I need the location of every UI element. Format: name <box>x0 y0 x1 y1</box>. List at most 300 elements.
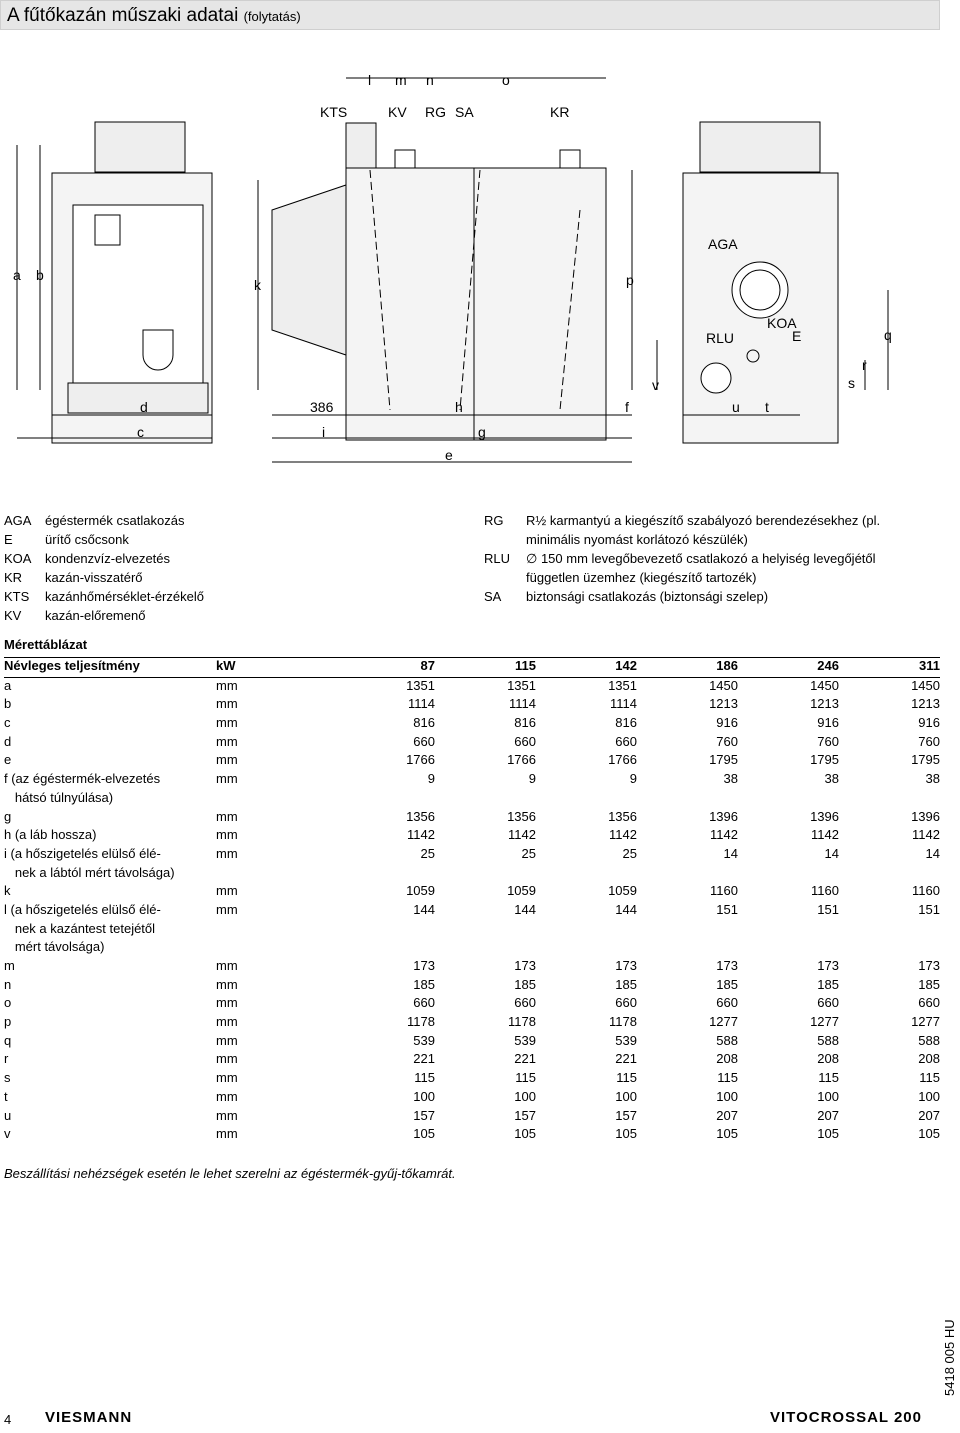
row-unit: mm <box>216 1088 238 1104</box>
cell-value: 1178 <box>609 1014 637 1030</box>
cell-value: 760 <box>716 733 738 749</box>
cell-value: 660 <box>413 995 435 1011</box>
diameter-icon: ∅ <box>526 551 541 566</box>
drawing-label-bottom: 386 <box>310 399 334 415</box>
row-label: h (a láb hossza) <box>4 827 97 843</box>
row-unit: mm <box>216 1107 238 1123</box>
row-unit <box>216 790 334 809</box>
row-unit: mm <box>216 901 238 917</box>
row-unit: mm <box>216 976 238 992</box>
cell-value: 1396 <box>709 808 738 824</box>
cell-value: 144 <box>514 901 536 917</box>
cell-value: 157 <box>413 1107 435 1123</box>
cell-value: 660 <box>413 733 435 749</box>
row-label: u <box>4 1107 12 1123</box>
row-unit: mm <box>216 1032 238 1048</box>
drawing-label-rear: E <box>792 328 802 344</box>
drawing-label-side: b <box>36 267 44 283</box>
legend-abbr: E <box>4 532 13 547</box>
cell-value <box>637 865 738 884</box>
cell-value: 38 <box>723 771 738 787</box>
technical-drawing <box>0 60 960 470</box>
drawing-label-top: l <box>368 72 372 88</box>
row-unit: mm <box>216 995 238 1011</box>
row-label: t <box>4 1088 8 1104</box>
cell-value: 144 <box>413 901 435 917</box>
cell-value: 1795 <box>911 752 940 768</box>
cell-value <box>334 921 435 940</box>
table-row <box>4 696 940 715</box>
cell-value: 25 <box>521 845 536 861</box>
table-row <box>4 827 940 846</box>
legend-item <box>4 568 204 587</box>
legend-item <box>4 606 204 625</box>
row-unit <box>216 865 334 884</box>
cell-value: 1356 <box>608 808 637 824</box>
row-label: f (az égéstermék-elvezetés <box>4 771 161 787</box>
table-row <box>4 809 940 828</box>
cell-value: 539 <box>615 1032 637 1048</box>
cell-value: 539 <box>413 1032 435 1048</box>
row-label: r <box>4 1051 9 1067</box>
table-row <box>4 752 940 771</box>
cell-value: 1142 <box>811 827 839 843</box>
drawing-label-connections: RG <box>425 104 446 120</box>
page-title: A fűtőkazán műszaki adatai (folytatás) <box>7 5 301 26</box>
cell-value: 115 <box>616 1070 637 1086</box>
cell-value: 1277 <box>911 1014 940 1030</box>
row-unit: mm <box>216 1126 238 1142</box>
row-unit: mm <box>216 733 238 749</box>
cell-value: 1213 <box>709 696 738 712</box>
drawing-label-side: s <box>848 375 855 391</box>
drawing-label-side: a <box>13 267 21 283</box>
row-label: b <box>4 696 12 712</box>
table-row <box>4 790 940 809</box>
cell-value: 173 <box>514 958 536 973</box>
cell-value: 1795 <box>810 752 839 768</box>
cell-value: 1142 <box>508 827 536 843</box>
cell-value: 1059 <box>406 883 435 899</box>
cell-value: 173 <box>918 958 940 973</box>
row-label: s <box>4 1070 11 1086</box>
drawing-label-bottom: g <box>478 424 486 440</box>
legend-text: R½ karmantyú a kiegészítő szabályozó berendezésekhez (pl. minimális nyomást korlátozó készülék) <box>526 513 881 547</box>
row-unit: kW <box>216 658 334 678</box>
cell-value: 816 <box>514 715 536 731</box>
legend-text: kondenzvíz-elvezetés <box>45 551 171 566</box>
cell-value: 185 <box>817 976 839 992</box>
cell-value: 760 <box>817 733 839 749</box>
cell-value: 1277 <box>709 1014 738 1030</box>
table-row <box>4 995 940 1014</box>
cell-value: 207 <box>918 1107 940 1123</box>
legend-abbr: KTS <box>4 589 30 604</box>
cell-value: 100 <box>413 1088 435 1104</box>
row-unit: mm <box>216 752 238 768</box>
drawing-label-connections: KV <box>388 104 407 120</box>
drawing-label-top: o <box>502 72 510 88</box>
row-unit <box>216 921 334 940</box>
row-unit: mm <box>216 1014 238 1030</box>
drawing-label-bottom: u <box>732 399 740 415</box>
cell-value: 760 <box>918 733 940 749</box>
row-unit: mm <box>216 696 238 712</box>
cell-value: 105 <box>413 1126 435 1142</box>
row-label: c <box>4 715 11 731</box>
cell-value: 144 <box>615 901 637 917</box>
cell-value: 105 <box>514 1126 536 1142</box>
cell-value: 100 <box>514 1088 536 1104</box>
drawing-label-connections: KR <box>550 104 570 120</box>
cell-value: 221 <box>615 1051 637 1067</box>
cell-value: 157 <box>615 1107 637 1123</box>
row-label: o <box>4 995 12 1011</box>
cell-value: 9 <box>528 771 536 787</box>
cell-value: 660 <box>514 995 536 1011</box>
table-row <box>4 977 940 996</box>
cell-value: 185 <box>918 976 940 992</box>
cell-value: 9 <box>427 771 435 787</box>
cell-value: 1766 <box>406 752 435 768</box>
legend-abbr: AGA <box>4 513 32 528</box>
cell-value <box>435 790 536 809</box>
drawing-label-top: n <box>426 72 434 88</box>
legend-text: ∅ 150 mm levegőbevezető csatlakozó a helyiség levegőjétől független üzemhez (kiegészítő tartozék) <box>526 551 876 585</box>
legend-left <box>4 511 204 625</box>
cell-value: 1142 <box>912 827 940 843</box>
legend-text: kazánhőmérséklet-érzékelő <box>45 589 204 604</box>
cell-value: 14 <box>925 845 940 861</box>
row-label: k <box>4 883 11 899</box>
drawing-label-side: k <box>254 277 261 293</box>
dimension-table <box>4 657 940 1145</box>
cell-value: 1160 <box>811 883 839 899</box>
table-row <box>4 715 940 734</box>
cell-value <box>334 939 435 958</box>
cell-value: 1766 <box>608 752 637 768</box>
table-row <box>4 658 940 678</box>
row-unit: mm <box>216 883 238 899</box>
cell-value: 185 <box>413 976 435 992</box>
cell-value: 1178 <box>407 1014 435 1030</box>
table-row <box>4 1033 940 1052</box>
cell-value: 208 <box>817 1051 839 1067</box>
row-unit: mm <box>216 677 238 693</box>
cell-value: 87 <box>334 658 435 678</box>
drawing-label-bottom: d <box>140 399 148 415</box>
cell-value: 539 <box>514 1032 536 1048</box>
dimension-table-section <box>4 637 940 1145</box>
legend-item <box>484 549 880 587</box>
page-header <box>0 0 940 30</box>
cell-value: 14 <box>824 845 839 861</box>
cell-value: 9 <box>629 771 637 787</box>
cell-value: 105 <box>918 1126 940 1142</box>
cell-value: 1795 <box>709 752 738 768</box>
drawing-label-rear: KOA <box>767 315 797 331</box>
row-label: hátsó túlnyúlása) <box>4 789 114 805</box>
legend-text: ürítő csőcsonk <box>45 532 129 547</box>
cell-value <box>637 939 738 958</box>
drawing-label-connections: SA <box>455 104 474 120</box>
cell-value: 14 <box>723 845 738 861</box>
cell-value <box>839 790 940 809</box>
cell-value: 1396 <box>911 808 940 824</box>
legend-text: kazán-visszatérő <box>45 570 143 585</box>
cell-value: 151 <box>918 901 940 917</box>
cell-value: 115 <box>515 1070 536 1086</box>
cell-value <box>839 939 940 958</box>
legend-abbr: RLU <box>484 551 511 566</box>
row-unit: mm <box>216 1051 238 1067</box>
cell-value <box>738 921 839 940</box>
table-row <box>4 883 940 902</box>
legend-text: égéstermék csatlakozás <box>45 513 185 528</box>
cell-value: 1351 <box>406 677 435 693</box>
document-number: 5418 005 HU <box>942 1319 957 1396</box>
drawing-label-rear: RLU <box>706 330 735 346</box>
cell-value: 1059 <box>608 883 637 899</box>
cell-value: 100 <box>615 1088 637 1104</box>
cell-value: 185 <box>514 976 536 992</box>
drawing-label-connections: KTS <box>320 104 348 120</box>
legend-abbr: KV <box>4 608 22 623</box>
table-row <box>4 1089 940 1108</box>
cell-value: 157 <box>514 1107 536 1123</box>
drawing-label-side: v <box>652 377 659 393</box>
cell-value: 105 <box>817 1126 839 1142</box>
row-label: v <box>4 1126 11 1142</box>
product-name: VITOCROSSAL 200 <box>770 1409 922 1426</box>
cell-value <box>839 921 940 940</box>
cell-value: 1114 <box>408 696 435 712</box>
cell-value: 207 <box>716 1107 738 1123</box>
drawing-label-bottom: f <box>625 399 629 415</box>
row-label: a <box>4 677 12 693</box>
table-row <box>4 958 940 977</box>
cell-value: 1450 <box>810 677 839 693</box>
row-label: d <box>4 733 12 749</box>
cell-value: 100 <box>918 1088 940 1104</box>
cell-value <box>536 939 637 958</box>
row-unit: mm <box>216 845 238 861</box>
cell-value <box>738 790 839 809</box>
cell-value: 25 <box>420 845 435 861</box>
cell-value: 816 <box>615 715 637 731</box>
drawing-label-bottom: t <box>765 399 769 415</box>
cell-value: 660 <box>615 733 637 749</box>
cell-value: 660 <box>918 995 940 1011</box>
legend-item <box>4 511 204 530</box>
cell-value: 38 <box>925 771 940 787</box>
cell-value: 115 <box>717 1070 738 1086</box>
cell-value: 151 <box>817 901 839 917</box>
cell-value: 151 <box>716 901 738 917</box>
legend-abbr: KOA <box>4 551 32 566</box>
table-row <box>4 902 940 921</box>
drawing-label-top: m <box>395 72 407 88</box>
cell-value: 115 <box>919 1070 940 1086</box>
cell-value: 1277 <box>810 1014 839 1030</box>
cell-value: 173 <box>413 958 435 973</box>
cell-value: 916 <box>918 715 940 731</box>
row-label: Névleges teljesítmény <box>4 658 216 678</box>
table-row <box>4 939 940 958</box>
table-row <box>4 1108 940 1127</box>
cell-value: 1114 <box>610 696 637 712</box>
table-row <box>4 771 940 790</box>
drawing-label-bottom: i <box>322 424 326 440</box>
cell-value: 1142 <box>710 827 738 843</box>
cell-value: 207 <box>817 1107 839 1123</box>
legend-abbr: SA <box>484 589 502 604</box>
cell-value <box>536 790 637 809</box>
legend-item <box>4 587 204 606</box>
drawing-label-bottom: h <box>455 399 463 415</box>
cell-value <box>334 790 435 809</box>
legend-abbr: KR <box>4 570 23 585</box>
cell-value: 38 <box>824 771 839 787</box>
cell-value: 208 <box>716 1051 738 1067</box>
cell-value: 115 <box>414 1070 435 1086</box>
row-label: g <box>4 808 12 824</box>
cell-value: 816 <box>413 715 435 731</box>
cell-value: 115 <box>435 658 536 678</box>
cell-value: 221 <box>413 1051 435 1067</box>
cell-value: 1160 <box>710 883 738 899</box>
cell-value: 1178 <box>508 1014 536 1030</box>
cell-value <box>637 921 738 940</box>
cell-value: 660 <box>615 995 637 1011</box>
cell-value: 173 <box>716 958 738 973</box>
delivery-note: Beszállítási nehézségek esetén le lehet szerelni az égéstermék-gyűj-tőkamrát. <box>4 1166 456 1181</box>
cell-value: 115 <box>818 1070 839 1086</box>
cell-value: 1160 <box>912 883 940 899</box>
cell-value <box>334 865 435 884</box>
page-number: 4 <box>4 1412 12 1427</box>
cell-value: 660 <box>817 995 839 1011</box>
cell-value: 100 <box>817 1088 839 1104</box>
table-row <box>4 921 940 940</box>
cell-value: 246 <box>738 658 839 678</box>
drawing-label-rear: AGA <box>708 236 738 252</box>
drawing-label-side: r <box>862 357 867 373</box>
cell-value: 916 <box>716 715 738 731</box>
cell-value <box>536 921 637 940</box>
row-label: p <box>4 1014 12 1030</box>
brand-logo: VIESMANN <box>45 1409 133 1426</box>
row-label: nek a lábtól mért távolsága) <box>4 864 175 880</box>
cell-value: 25 <box>622 845 637 861</box>
cell-value: 100 <box>716 1088 738 1104</box>
table-row <box>4 1126 940 1145</box>
cell-value: 1114 <box>509 696 536 712</box>
table-row <box>4 677 940 696</box>
cell-value: 660 <box>716 995 738 1011</box>
legend-item <box>484 511 880 549</box>
cell-value: 1142 <box>609 827 637 843</box>
table-row <box>4 865 940 884</box>
row-label: q <box>4 1032 12 1048</box>
cell-value: 916 <box>817 715 839 731</box>
cell-value <box>435 865 536 884</box>
cell-value: 660 <box>514 733 536 749</box>
row-unit: mm <box>216 1070 238 1086</box>
cell-value: 173 <box>615 958 637 973</box>
cell-value <box>536 865 637 884</box>
row-label: nek a kazántest tetejétől <box>4 920 156 936</box>
cell-value: 1213 <box>810 696 839 712</box>
row-unit: mm <box>216 808 238 824</box>
cell-value: 105 <box>615 1126 637 1142</box>
cell-value <box>738 865 839 884</box>
drawing-label-side: p <box>626 272 634 288</box>
legend-item <box>484 587 880 606</box>
row-unit: mm <box>216 715 238 731</box>
drawing-label-side: q <box>884 327 892 343</box>
cell-value: 1059 <box>507 883 536 899</box>
table-row <box>4 846 940 865</box>
cell-value: 1356 <box>406 808 435 824</box>
legend-item <box>4 549 204 568</box>
cell-value: 1450 <box>911 677 940 693</box>
cell-value: 588 <box>817 1032 839 1048</box>
legend-item <box>4 530 204 549</box>
cell-value: 208 <box>918 1051 940 1067</box>
cell-value: 185 <box>615 976 637 992</box>
row-unit: mm <box>216 958 238 973</box>
row-unit: mm <box>216 827 238 843</box>
cell-value: 142 <box>536 658 637 678</box>
row-label: i (a hőszigetelés elülső élé- <box>4 845 161 861</box>
cell-value: 1356 <box>507 808 536 824</box>
row-unit: mm <box>216 771 238 787</box>
row-label: e <box>4 752 12 768</box>
cell-value: 588 <box>716 1032 738 1048</box>
row-label: mért távolsága) <box>4 939 105 955</box>
cell-value: 185 <box>716 976 738 992</box>
legend-text: biztonsági csatlakozás (biztonsági szelep) <box>526 589 769 604</box>
dimension-table-title: Mérettáblázat <box>4 637 88 652</box>
cell-value: 105 <box>716 1126 738 1142</box>
cell-value: 221 <box>514 1051 536 1067</box>
cell-value: 1396 <box>810 808 839 824</box>
cell-value: 173 <box>817 958 839 973</box>
cell-value: 1213 <box>911 696 940 712</box>
cell-value <box>637 790 738 809</box>
cell-value <box>738 939 839 958</box>
cell-value <box>435 939 536 958</box>
table-row <box>4 1051 940 1070</box>
legend-abbr: RG <box>484 513 504 528</box>
cell-value <box>435 921 536 940</box>
table-row <box>4 734 940 753</box>
row-unit <box>216 939 334 958</box>
table-row <box>4 1014 940 1033</box>
cell-value <box>839 865 940 884</box>
cell-value: 1351 <box>608 677 637 693</box>
cell-value: 1450 <box>709 677 738 693</box>
drawing-label-bottom: e <box>445 447 453 463</box>
row-label: n <box>4 976 12 992</box>
row-label: l (a hőszigetelés elülső élé- <box>4 901 161 917</box>
table-row <box>4 1070 940 1089</box>
cell-value: 1766 <box>507 752 536 768</box>
row-label: m <box>4 958 15 973</box>
cell-value: 588 <box>918 1032 940 1048</box>
cell-value: 186 <box>637 658 738 678</box>
